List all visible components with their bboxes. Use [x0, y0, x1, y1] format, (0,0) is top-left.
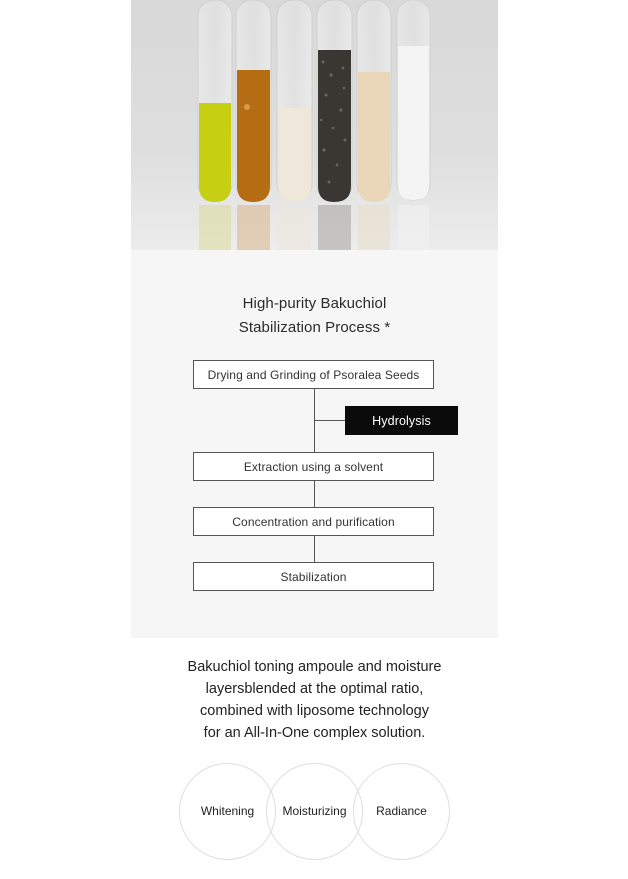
connector-line [314, 536, 315, 562]
step-concentration: Concentration and purification [193, 507, 434, 536]
step-extraction: Extraction using a solvent [193, 452, 434, 481]
step-stabilization: Stabilization [193, 562, 434, 591]
tube-clear [397, 0, 430, 250]
step-drying-grinding: Drying and Grinding of Psoralea Seeds [193, 360, 434, 389]
tube-seeds [317, 0, 352, 250]
tube-beige [357, 0, 391, 250]
feature-label-radiance: Radiance [376, 804, 427, 818]
description-line: for an All-In-One complex solution. [203, 725, 426, 741]
description-line: Bakuchiol toning ampoule and moisture [187, 659, 442, 675]
connector-line [314, 481, 315, 507]
tube-yellow [198, 0, 232, 250]
test-tubes-illustration [131, 0, 498, 250]
process-panel [131, 250, 498, 638]
step-hydrolysis: Hydrolysis [345, 406, 458, 435]
product-description [131, 656, 498, 744]
test-tubes-photo [131, 0, 498, 250]
description-line: layersblended at the optimal ratio, [205, 681, 424, 697]
tube-cream [277, 0, 312, 250]
description-line: combined with liposome technology [200, 703, 429, 719]
tube-amber [236, 0, 271, 250]
connector-line [314, 420, 345, 421]
process-title [131, 292, 498, 340]
process-title-line1: High-purity Bakuchiol [242, 295, 387, 312]
feature-label-whitening: Whitening [200, 804, 255, 818]
feature-label-moisturizing: Moisturizing [282, 804, 347, 818]
process-title-line2: Stabilization Process * [238, 319, 391, 336]
